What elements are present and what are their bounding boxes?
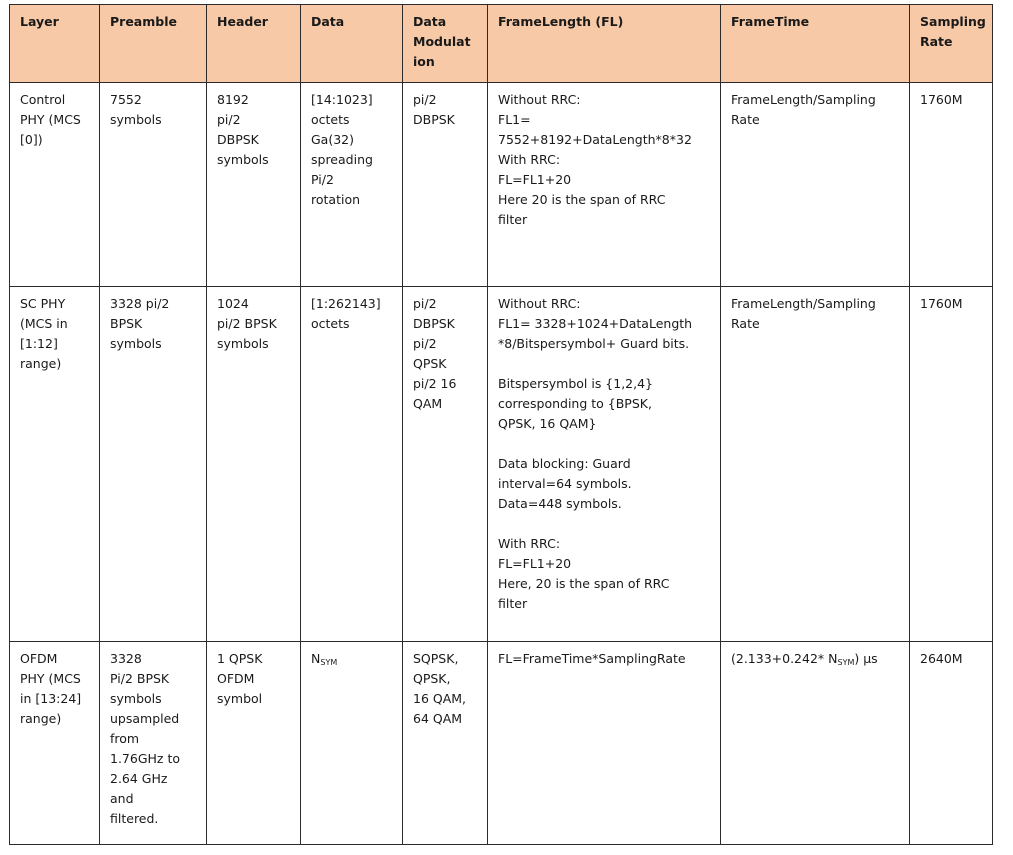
cell-frame-length: FL=FrameTime*SamplingRate [488,642,721,845]
cell-preamble: 3328 pi/2 BPSK symbols [100,287,207,642]
cell-preamble: 3328 Pi/2 BPSK symbols upsampled from 1.76GHz to 2.64 GHz and filtered. [100,642,207,845]
nsym-symbol: N [311,651,321,666]
cell-data [301,642,403,845]
cell-frame-time [721,642,910,845]
cell-preamble: 7552 symbols [100,83,207,287]
header-row [10,5,993,83]
phy-layer-table [9,4,993,845]
table-row [10,642,993,845]
frame-time-formula: (2.133+0.242* N [731,651,838,666]
cell-sampling-rate: 2640M [910,642,993,845]
cell-layer: OFDM PHY (MCS in [13:24] range) [10,642,100,845]
cell-frame-length: Without RRC: FL1= 7552+8192+DataLength*8*32 With RRC: FL=FL1+20 Here 20 is the span of RRC filter [488,83,721,287]
header-header: Header [207,5,301,83]
cell-header: 1 QPSK OFDM symbol [207,642,301,845]
header-preamble: Preamble [100,5,207,83]
frame-time-subscript: SYM [837,658,855,667]
header-layer: Layer [10,5,100,83]
table-row [10,287,993,642]
cell-header: 8192 pi/2 DBPSK symbols [207,83,301,287]
header-sampling-rate: Sampling Rate [910,5,993,83]
cell-layer: SC PHY (MCS in [1:12] range) [10,287,100,642]
nsym-subscript: SYM [320,658,338,667]
cell-modulation: pi/2 DBPSK pi/2 QPSK pi/2 16 QAM [403,287,488,642]
cell-frame-length: Without RRC: FL1= 3328+1024+DataLength *8/Bitspersymbol+ Guard bits. Bitspersymbol is {1,2,4} corresponding to {BPSK, QPSK, 16 QAM} Data blocking: Guard interval=64 symbols. Data=448 symbols. With RRC: FL=FL1+20 Here, 20 is the span of RRC filter [488,287,721,642]
cell-data: [1:262143] octets [301,287,403,642]
frame-time-unit: ) µs [854,651,878,666]
table-row [10,83,993,287]
cell-modulation: SQPSK, QPSK, 16 QAM, 64 QAM [403,642,488,845]
cell-sampling-rate: 1760M [910,287,993,642]
cell-layer: Control PHY (MCS [0]) [10,83,100,287]
cell-frame-time: FrameLength/Sampling Rate [721,83,910,287]
header-frame-length: FrameLength (FL) [488,5,721,83]
cell-sampling-rate: 1760M [910,83,993,287]
document-page [9,4,993,845]
cell-modulation: pi/2 DBPSK [403,83,488,287]
cell-frame-time: FrameLength/Sampling Rate [721,287,910,642]
header-frame-time: FrameTime [721,5,910,83]
header-data-modulation: Data Modulat ion [403,5,488,83]
cell-data: [14:1023] octets Ga(32) spreading Pi/2 rotation [301,83,403,287]
cell-header: 1024 pi/2 BPSK symbols [207,287,301,642]
header-data: Data [301,5,403,83]
